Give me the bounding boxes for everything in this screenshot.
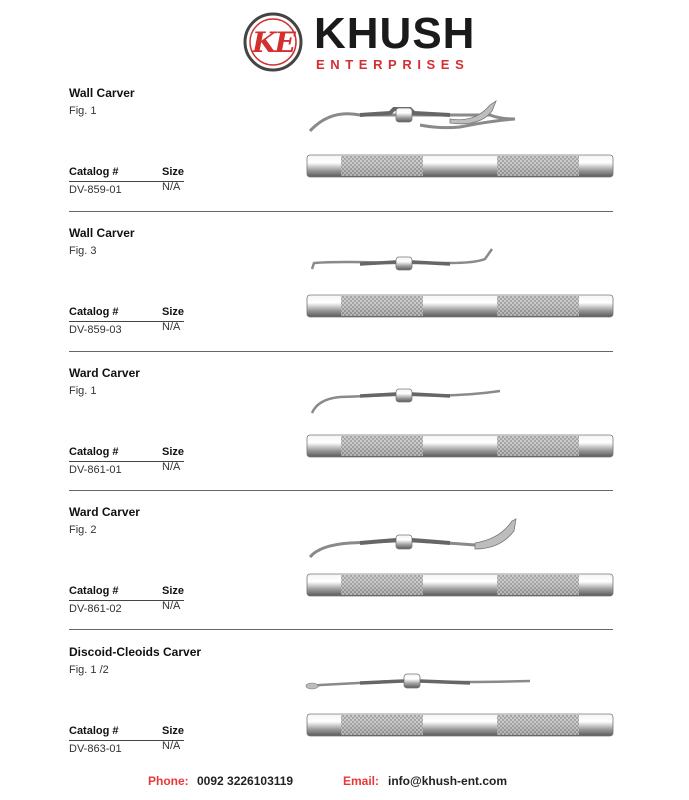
product-item (0, 226, 689, 366)
size-value: N/A (162, 321, 181, 333)
product-item (0, 505, 689, 645)
section-divider (69, 490, 613, 491)
figure-label: Fig. 1 (69, 385, 97, 397)
figure-label: Fig. 3 (69, 245, 97, 257)
catalog-number: DV-861-02 (69, 603, 122, 615)
size-header: Size (162, 446, 185, 458)
figure-label: Fig. 1 /2 (69, 664, 109, 676)
size-header: Size (162, 306, 185, 318)
instrument-handle-icon (305, 151, 615, 181)
product-title: Ward Carver (69, 366, 140, 380)
product-title: Wall Carver (69, 86, 135, 100)
figure-label: Fig. 2 (69, 524, 97, 536)
figure-label: Fig. 1 (69, 105, 97, 117)
catalog-number: DV-859-03 (69, 324, 122, 336)
instrument-handle-icon (305, 710, 615, 740)
catalog-header: Catalog # (69, 166, 119, 178)
section-divider (69, 629, 613, 630)
size-header: Size (162, 166, 185, 178)
product-title: Discoid-Cleoids Carver (69, 645, 202, 659)
page-header (0, 0, 689, 82)
ward-carver-tip-icon (300, 371, 540, 416)
product-item (0, 645, 689, 785)
catalog-header: Catalog # (69, 446, 119, 458)
logo-monogram: KE (252, 25, 294, 59)
ward-carver-tip-icon (300, 515, 540, 560)
catalog-number: DV-863-01 (69, 743, 122, 755)
section-divider (69, 351, 613, 352)
email-label: Email: (343, 774, 380, 788)
email-address[interactable]: info@khush-ent.com (388, 774, 508, 788)
wall-carver-tip-icon (300, 231, 540, 276)
size-value: N/A (162, 461, 181, 473)
product-item (0, 366, 689, 506)
catalog-header: Catalog # (69, 585, 119, 597)
product-title: Ward Carver (69, 505, 140, 519)
instrument-handle-icon (305, 570, 615, 600)
phone-label: Phone: (148, 774, 189, 788)
catalog-number: DV-859-01 (69, 184, 122, 196)
instrument-handle-icon (305, 431, 615, 461)
size-value: N/A (162, 600, 181, 612)
size-value: N/A (162, 181, 181, 193)
product-item (0, 86, 689, 226)
catalog-header: Catalog # (69, 725, 119, 737)
wall-carver-tip-icon (300, 91, 540, 136)
discoid-carver-tip-icon (300, 665, 540, 710)
instrument-handle-icon (305, 291, 615, 321)
catalog-header: Catalog # (69, 306, 119, 318)
size-header: Size (162, 725, 185, 737)
section-divider (69, 211, 613, 212)
size-header: Size (162, 585, 185, 597)
size-value: N/A (162, 740, 181, 752)
phone-number[interactable]: 0092 3226103119 (197, 774, 294, 788)
contact-footer (0, 774, 689, 792)
brand-subtitle: ENTERPRISES (316, 57, 470, 72)
product-title: Wall Carver (69, 226, 135, 240)
catalog-number: DV-861-01 (69, 464, 122, 476)
brand-name: KHUSH (314, 9, 476, 58)
